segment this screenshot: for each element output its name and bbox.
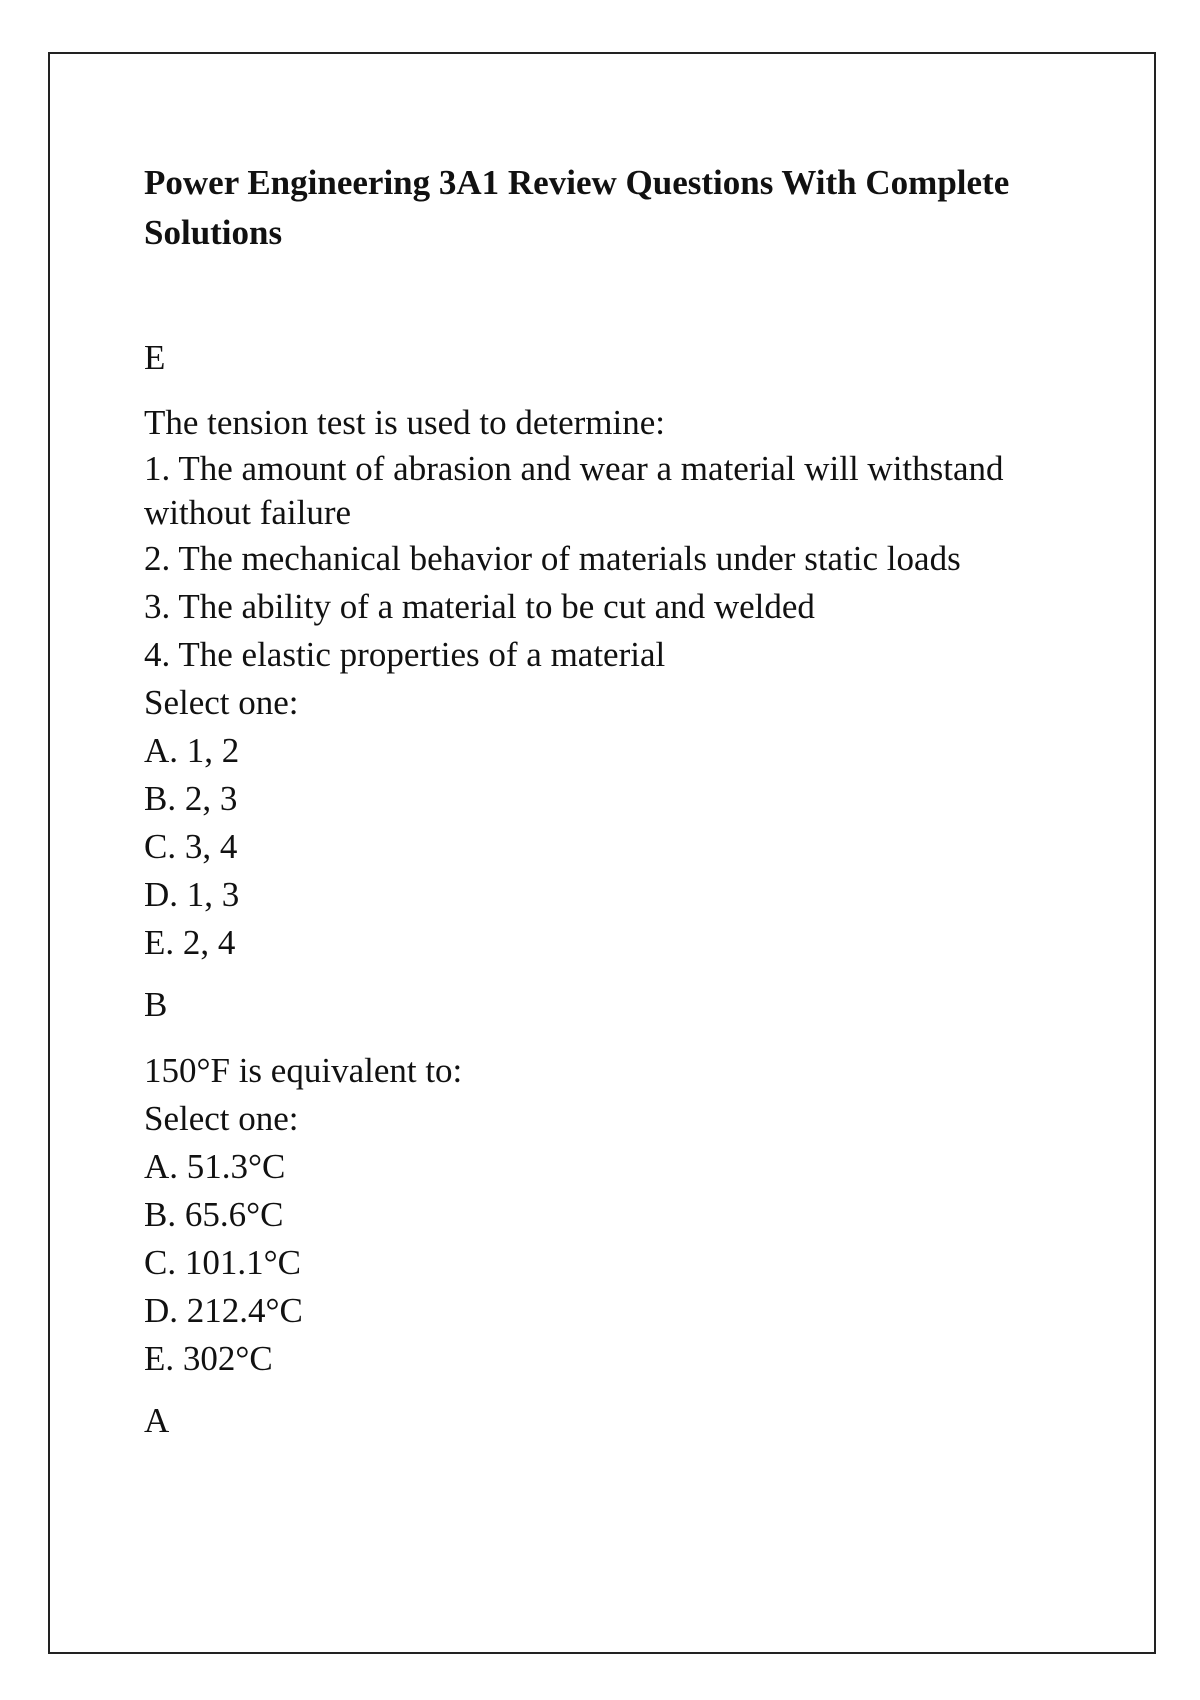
question-1-option-e: E. 2, 4 — [144, 923, 236, 962]
question-2 — [144, 1047, 1084, 1383]
question-1 — [144, 399, 1084, 967]
question-1-select-label: Select one: — [144, 683, 299, 722]
question-1-option-b: B. 2, 3 — [144, 779, 238, 818]
question-2-option-b: B. 65.6°C — [144, 1195, 284, 1234]
question-2-prompt: 150°F is equivalent to: — [144, 1051, 463, 1090]
question-1-item-1: 1. The amount of abrasion and wear a material will withstand without failure — [144, 449, 1004, 532]
question-1-prompt: The tension test is used to determine: — [144, 403, 666, 442]
question-1-option-a: A. 1, 2 — [144, 731, 240, 770]
document-page — [48, 52, 1156, 1654]
question-1-item-4: 4. The elastic properties of a material — [144, 635, 666, 674]
question-2-option-a: A. 51.3°C — [144, 1147, 286, 1186]
previous-answer: E — [144, 338, 166, 377]
question-1-option-c: C. 3, 4 — [144, 827, 238, 866]
question-2-select-label: Select one: — [144, 1099, 299, 1138]
question-2-option-e: E. 302°C — [144, 1339, 273, 1378]
question-1-item-3: 3. The ability of a material to be cut and welded — [144, 587, 815, 626]
question-1-answer: B — [144, 985, 168, 1024]
question-2-option-c: C. 101.1°C — [144, 1243, 301, 1282]
question-1-item-2: 2. The mechanical behavior of materials under static loads — [144, 539, 961, 578]
question-1-option-d: D. 1, 3 — [144, 875, 240, 914]
document-content — [144, 158, 1084, 1445]
document-title: Power Engineering 3A1 Review Questions With Complete Solutions — [144, 163, 1010, 252]
question-2-answer: A — [144, 1401, 170, 1440]
question-2-option-d: D. 212.4°C — [144, 1291, 303, 1330]
